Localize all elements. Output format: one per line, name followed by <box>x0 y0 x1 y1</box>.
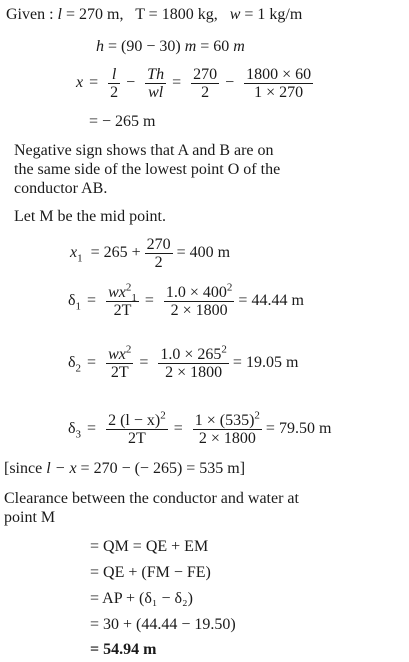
fraction-270-over-2: $\frac{270}{2}$ <box>193 66 218 101</box>
x-result: = − 265 m <box>89 113 156 130</box>
delta3-equation: $\delta_3$ = $\frac{2 (l - x)^2}{2T}$ = $\frac{1 \times (535)^2}{2 \times 1800}$ = 79.50 m <box>68 409 332 447</box>
fraction-wxsq-over-2t: $\frac{wx^2}{2T}$ <box>108 343 132 381</box>
fraction-400sq-over-3600: $\frac{1.0 \times 400^2}{2 \times 1800}$ <box>165 281 233 319</box>
paragraph-line-3: conductor AB. <box>14 180 108 197</box>
fraction-265sq-over-3600: $\frac{1.0 \times 265^2}{2 \times 1800}$ <box>160 343 227 381</box>
step-1: = QM = QE + EM <box>90 538 209 555</box>
fraction-535sq-over-3600: $\frac{1 \times (535)^2}{2 \times 1800}$ <box>194 409 260 447</box>
delta1-equation: $\delta_1$ = $\frac{wx^2_1}{2T}$ = $\frac{1.0 \times 400^2}{2 \times 1800}$ = 44.44 m <box>68 281 304 319</box>
midpoint-text: Let M be the mid point. <box>14 208 166 225</box>
fraction-2lxsq-over-2t: $\frac{2 (l - x)^2}{2T}$ <box>108 409 166 447</box>
final-answer: = 54.94 m <box>90 641 157 658</box>
fraction-l-over-2: $\frac{l}{2}$ <box>110 66 119 101</box>
step-2: = QE + (FM − FE) <box>90 564 211 581</box>
fraction-1800x60-over-1x270: $\frac{1800 \times 60}{1 \times 270}$ <box>246 66 312 101</box>
step-4: = 30 + (44.44 − 19.50) <box>90 616 236 633</box>
x-equation: x = $\frac{l}{2}$ − $\frac{Th}{wl}$ = $\frac{270}{2}$ − $\frac{1800 \times 60}{1 \times 270}$ <box>76 66 312 101</box>
delta2-equation: $\delta_2$ = $\frac{wx^2}{2T}$ = $\frac{1.0 \times 265^2}{2 \times 1800}$ = 19.05 m <box>68 343 299 381</box>
given-line: Given : l = 270 m, T = 1800 kg, w = 1 kg/m <box>6 6 303 23</box>
paragraph-line-1: Negative sign shows that A and B are on <box>14 142 274 159</box>
clearance-line-2: point M <box>4 509 56 526</box>
clearance-line-1: Clearance between the conductor and water at <box>4 490 299 507</box>
fraction-270-over-2-b: $\frac{270}{2}$ <box>146 236 171 271</box>
h-equation: h = (90 − 30) m = 60 m <box>96 38 245 55</box>
since-note: [since l − x = 270 − (− 265) = 535 m] <box>4 460 246 477</box>
fraction-th-over-wl: $\frac{Th}{wl}$ <box>147 66 165 101</box>
x1-equation: $x_1 = 265$ + $\frac{270}{2}$ = 400 m <box>70 236 231 271</box>
fraction-wx1sq-over-2t: $\frac{wx^2_1}{2T}$ <box>108 281 137 319</box>
step-3: = AP + (δ₁ − δ₂) <box>90 590 193 607</box>
paragraph-line-2: the same side of the lowest point O of the <box>14 161 281 178</box>
